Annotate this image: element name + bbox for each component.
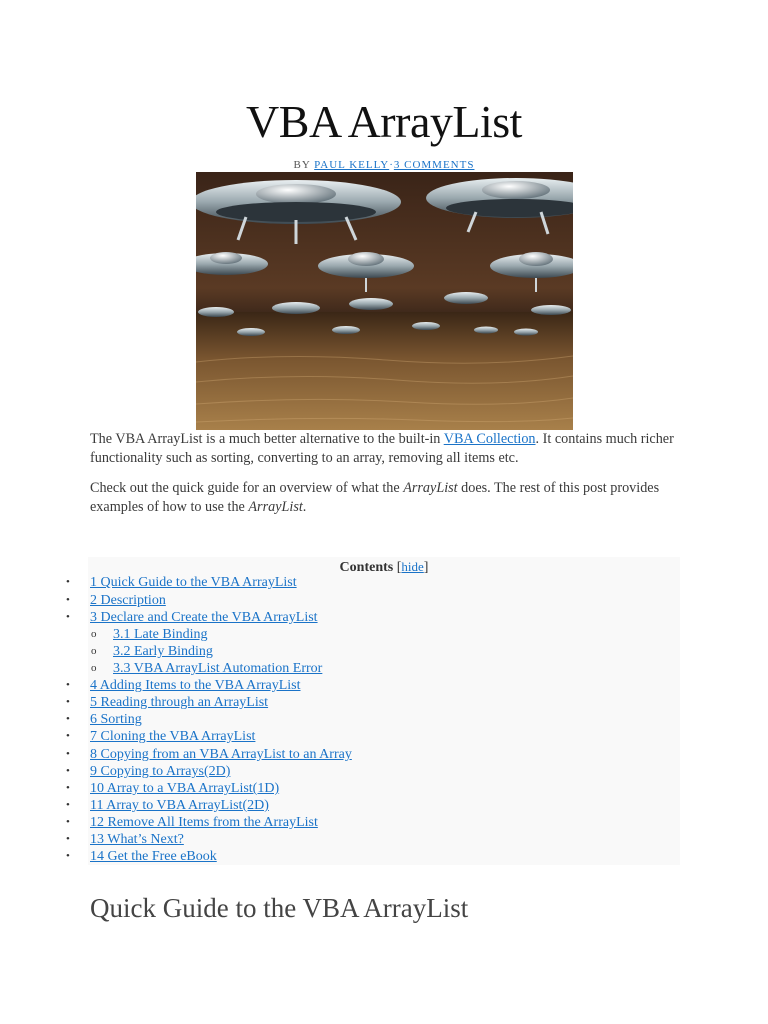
toc-link-text: Declare and Create the VBA ArrayList — [97, 610, 318, 625]
bullet-icon: • — [66, 679, 70, 691]
toc-link-text: 5 — [90, 695, 97, 710]
toc-link-text: 3 — [90, 610, 97, 625]
toc-link-text: 6 — [90, 712, 97, 727]
page-title: VBA ArrayList — [246, 96, 522, 147]
toc-link-text: 13 — [90, 832, 104, 847]
toc-link[interactable] — [90, 712, 142, 727]
bullet-icon: • — [66, 611, 70, 623]
ufo-illustration — [196, 172, 573, 430]
toc-link[interactable] — [90, 815, 318, 830]
toc-subitem[interactable] — [91, 626, 208, 643]
intro-text-rest: . It contains much richer functionality such as sorting, converting to an array, removing all items etc. — [90, 431, 674, 466]
toc-subitem[interactable] — [91, 660, 323, 677]
toc-item[interactable] — [66, 746, 352, 763]
bullet-icon: • — [66, 816, 70, 828]
arraylist-term: ArrayList — [403, 480, 458, 496]
sub-bullet-icon: o — [91, 628, 97, 640]
toc-item[interactable] — [66, 763, 231, 780]
toc-link-text: Remove All Items from the ArrayList — [104, 815, 318, 830]
vba-collection-link[interactable]: VBA Collection — [443, 431, 536, 447]
guide-text-mid: does. The rest of this post provides examples of how to use the — [90, 480, 660, 515]
toc-link-text: 9 — [90, 764, 97, 779]
toc-link-text: 7 — [90, 729, 97, 744]
bullet-icon: • — [66, 730, 70, 742]
toc-link[interactable] — [90, 695, 268, 710]
bullet-icon: • — [66, 748, 70, 760]
toc-link-text: 8 — [90, 747, 97, 762]
toc-link[interactable] — [90, 747, 352, 762]
toc-item[interactable] — [66, 609, 318, 626]
toc-hide-link[interactable]: hide — [401, 559, 424, 574]
toc-item[interactable] — [66, 677, 301, 694]
bullet-icon: • — [66, 696, 70, 708]
toc-link-text: 3.1 — [113, 627, 131, 642]
toc-bracket: ] — [423, 560, 429, 575]
toc-link[interactable] — [90, 798, 269, 813]
toc-link[interactable] — [113, 644, 213, 659]
guide-paragraph — [90, 479, 690, 516]
bullet-icon: • — [66, 782, 70, 794]
bullet-icon: • — [66, 594, 70, 606]
toc-link-text: Array to a VBA ArrayList(1D) — [104, 781, 280, 796]
toc-link-text: VBA ArrayList Automation Error — [130, 661, 323, 676]
comments-link[interactable]: 3 COMMENTS — [393, 159, 475, 171]
bullet-icon: • — [66, 713, 70, 725]
toc-link-text: 11 — [90, 798, 104, 813]
toc-item[interactable] — [66, 780, 280, 797]
toc-link-text: Adding Items to the VBA ArrayList — [97, 678, 301, 693]
toc-link[interactable] — [90, 593, 166, 608]
toc-link-text: Copying from an VBA ArrayList to an Array — [97, 747, 352, 762]
toc-item[interactable] — [66, 694, 269, 711]
toc-link[interactable] — [90, 575, 297, 590]
toc-link-text: 14 — [90, 849, 104, 864]
byline-prefix: BY — [293, 159, 315, 171]
toc-link[interactable] — [90, 764, 230, 779]
toc-link-text: Reading through an ArrayList — [97, 695, 269, 710]
toc-link[interactable] — [90, 849, 217, 864]
byline — [0, 158, 768, 172]
byline-separator: · — [389, 159, 394, 171]
toc-item[interactable] — [66, 831, 184, 848]
toc-link-text: Array to VBA ArrayList(2D) — [103, 798, 269, 813]
toc-link-text: Get the Free eBook — [104, 849, 217, 864]
toc-link-text: 12 — [90, 815, 104, 830]
toc-link-text: 1 — [90, 575, 97, 590]
toc-link-text: Cloning the VBA ArrayList — [97, 729, 256, 744]
bullet-icon: • — [66, 765, 70, 777]
toc-link-text: Early Binding — [130, 644, 213, 659]
toc-link-text: Description — [97, 593, 166, 608]
toc-link-text: Sorting — [97, 712, 142, 727]
guide-text: Check out the quick guide for an overview of what the — [90, 480, 404, 496]
toc-subitem[interactable] — [91, 643, 213, 660]
author-link[interactable]: PAUL KELLY — [314, 159, 390, 171]
toc-item[interactable] — [66, 797, 269, 814]
toc-link-text: 3.3 — [113, 661, 131, 676]
toc-item[interactable] — [66, 711, 142, 728]
section-heading: Quick Guide to the VBA ArrayList — [90, 893, 469, 923]
toc-title: Contents — [339, 560, 394, 575]
toc-link[interactable] — [90, 678, 301, 693]
toc-link-text: What’s Next? — [104, 832, 184, 847]
bullet-icon: • — [66, 799, 70, 811]
toc-link-text: Late Binding — [130, 627, 208, 642]
toc-link[interactable] — [90, 729, 255, 744]
bullet-icon: • — [66, 850, 70, 862]
toc-item[interactable] — [66, 592, 166, 609]
toc-link-text: 2 — [90, 593, 97, 608]
bullet-icon: • — [66, 576, 70, 588]
toc-item[interactable] — [66, 848, 217, 865]
toc-item[interactable] — [66, 728, 256, 745]
intro-paragraph — [90, 430, 690, 467]
toc-item[interactable] — [66, 574, 297, 591]
toc-link-text: 3.2 — [113, 644, 131, 659]
sub-bullet-icon: o — [91, 645, 97, 657]
toc-link[interactable] — [90, 781, 279, 796]
bullet-icon: • — [66, 833, 70, 845]
toc-bracket: [ — [393, 560, 402, 575]
toc-link[interactable] — [90, 832, 184, 847]
toc-link-text: 4 — [90, 678, 97, 693]
toc-link-text: Copying to Arrays(2D) — [97, 764, 231, 779]
sub-bullet-icon: o — [91, 662, 97, 674]
toc-link[interactable] — [113, 661, 322, 676]
intro-text: The VBA ArrayList is a much better alternative to the built-in — [90, 431, 444, 447]
toc-item[interactable] — [66, 814, 318, 831]
arraylist-term: ArrayList — [248, 498, 303, 515]
guide-text-end: . — [302, 498, 307, 515]
hero-image — [196, 172, 573, 430]
toc-link-text: 10 — [90, 781, 104, 796]
toc-link[interactable] — [113, 627, 208, 642]
toc-link-text: Quick Guide to the VBA ArrayList — [97, 575, 297, 590]
toc-link[interactable] — [90, 610, 318, 625]
